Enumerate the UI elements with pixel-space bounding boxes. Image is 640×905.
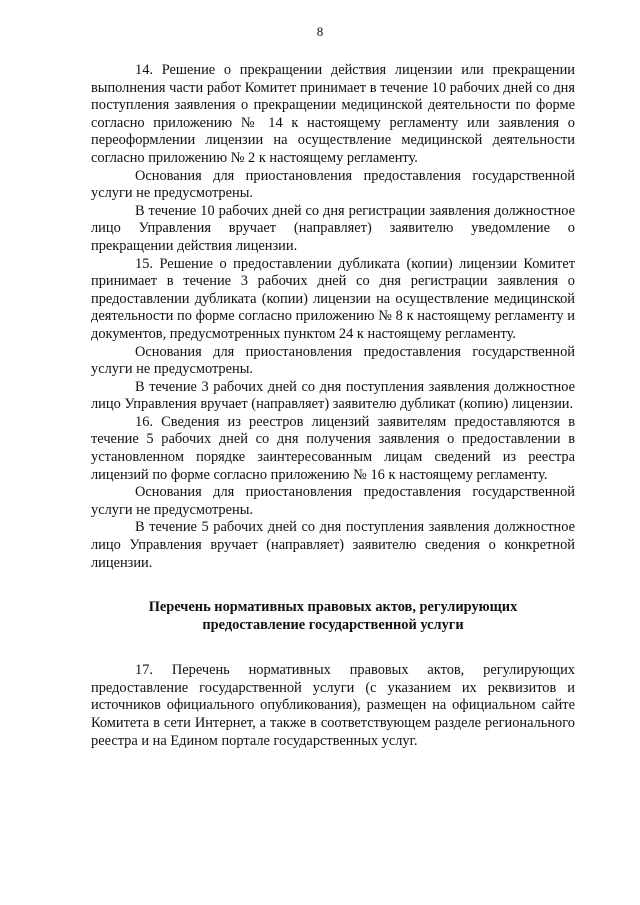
paragraph-14-notice: В течение 10 рабочих дней со дня регистрации заявления должностное лицо Управления вручает (направляет) заявителю уведомление о прекращении действия лицензии.	[91, 202, 575, 254]
paragraph-15: 15. Решение о предоставлении дубликата (копии) лицензии Комитет принимает в течение 3 рабочих дней со дня регистрации заявления о предоставлении дубликата (копии) лицензии на осуществление медицинской деятельности по форме согласно приложению № 8 к настоящему регламенту и документов, предусмотренных пунктом 24 к настоящему регламенту.	[91, 255, 575, 342]
paragraph-14: 14. Решение о прекращении действия лицензии или прекращении выполнения части работ Комитет принимает в течение 10 рабочих дней со дня поступления заявления о прекращении медицинской деятельности по форме согласно приложению № 14 к настоящему регламенту или заявления о переоформлении лицензии на осуществление медицинской деятельности согласно приложению № 2 к настоящему регламенту.	[91, 62, 575, 166]
paragraph-16-no-suspension: Основания для приостановления предоставления государственной услуги не предусмотрены.	[91, 484, 575, 518]
section-heading-line-1: Перечень нормативных правовых актов, регулирующих	[148, 599, 518, 616]
document-body	[91, 62, 575, 750]
paragraph-16: 16. Сведения из реестров лицензий заявителям предоставляются в течение 5 рабочих дней со дня получения заявления о предоставлении в установленном порядке заинтересованным лицам сведений из реестра лицензий по форме согласно приложению № 16 к настоящему регламенту.	[91, 413, 575, 483]
paragraph-14-no-suspension: Основания для приостановления предоставления государственной услуги не предусмотрены.	[91, 167, 575, 202]
paragraph-15-duplicate: В течение 3 рабочих дней со дня поступления заявления должностное лицо Управления вручает (направляет) заявителю дубликат (копию) лицензии.	[91, 378, 575, 413]
paragraph-17: 17. Перечень нормативных правовых актов, регулирующих предоставление государственной услуги (с указанием их реквизитов и источников официального опубликования), размещен на официальном сайте Комитета в сети Интернет, а также в соответствующем разделе регионального реестра и на Едином портале государственных услуг.	[91, 662, 575, 749]
section-heading	[91, 598, 575, 634]
page-number: 8	[316, 24, 324, 39]
section-heading-line-2: предоставление государственной услуги	[202, 617, 464, 634]
paragraph-15-no-suspension: Основания для приостановления предоставления государственной услуги не предусмотрены.	[91, 343, 575, 378]
paragraph-16-info: В течение 5 рабочих дней со дня поступления заявления должностное лицо Управления вручает (направляет) заявителю сведения о конкретной лицензии.	[91, 519, 575, 571]
